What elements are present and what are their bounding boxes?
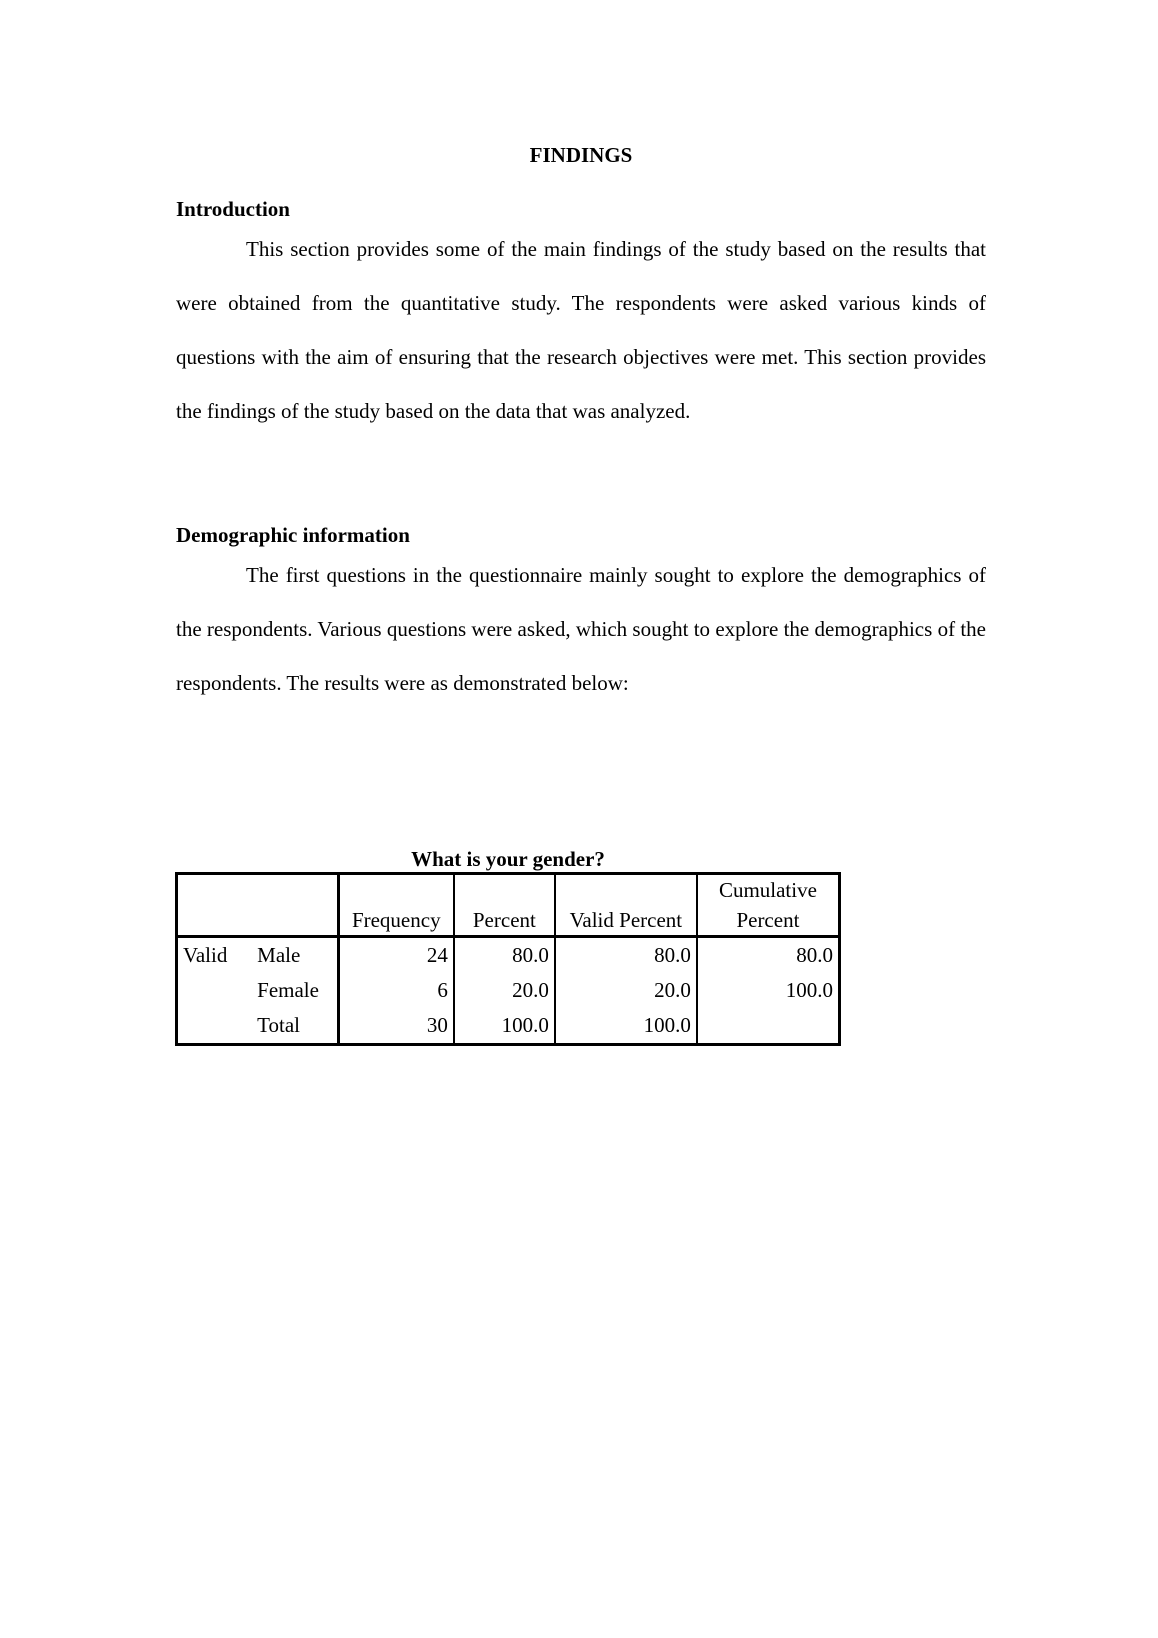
header-blank-2 bbox=[252, 874, 338, 937]
table-caption: What is your gender? bbox=[411, 847, 605, 871]
cell-cumulative-percent: 80.0 bbox=[697, 937, 840, 974]
cell-valid-percent: 100.0 bbox=[555, 1008, 697, 1045]
cell-frequency: 6 bbox=[338, 973, 454, 1008]
header-cumulative-line2: Percent bbox=[736, 908, 800, 932]
demographic-paragraph: The first questions in the questionnaire mainly sought to explore the demographics of the respondents. Various questions were asked, which sought to explore the demographics of the respondents. The results were as demonstrated below: bbox=[176, 563, 986, 695]
section-heading-demographic: Demographic information bbox=[176, 523, 410, 547]
cell-frequency: 24 bbox=[338, 937, 454, 974]
cell-valid-percent: 20.0 bbox=[555, 973, 697, 1008]
row-label: Female bbox=[257, 978, 319, 1002]
gender-frequency-table bbox=[175, 872, 841, 1046]
row-label: Male bbox=[257, 943, 301, 967]
page-title: FINDINGS bbox=[529, 143, 633, 167]
group-label-empty bbox=[177, 1008, 253, 1045]
cell-percent: 20.0 bbox=[454, 973, 555, 1008]
group-label-empty bbox=[177, 973, 253, 1008]
cell-cumulative-percent bbox=[697, 1008, 840, 1045]
group-label: Valid bbox=[183, 943, 228, 967]
header-valid-percent: Valid Percent bbox=[555, 874, 697, 937]
cell-valid-percent: 80.0 bbox=[555, 937, 697, 974]
header-percent: Percent bbox=[454, 874, 555, 937]
cell-percent: 100.0 bbox=[454, 1008, 555, 1045]
table-row bbox=[177, 1008, 840, 1045]
introduction-paragraph: This section provides some of the main findings of the study based on the results that were obtained from the quantitative study. The respondents were asked various kinds of questions with the aim of ensuring that the research objectives were met. This section provides the findings of the study based on the data that was analyzed. bbox=[176, 237, 986, 423]
cell-frequency: 30 bbox=[338, 1008, 454, 1045]
header-blank-1 bbox=[177, 874, 253, 937]
header-cumulative-line1: Cumulative bbox=[718, 878, 817, 902]
table-row bbox=[177, 973, 840, 1008]
cell-percent: 80.0 bbox=[454, 937, 555, 974]
table-header-row bbox=[177, 874, 840, 937]
header-cumulative-percent bbox=[697, 874, 840, 937]
section-heading-introduction: Introduction bbox=[176, 197, 290, 221]
cell-cumulative-percent: 100.0 bbox=[697, 973, 840, 1008]
row-label: Total bbox=[257, 1013, 301, 1037]
header-frequency: Frequency bbox=[338, 874, 454, 937]
table-row bbox=[177, 937, 840, 974]
